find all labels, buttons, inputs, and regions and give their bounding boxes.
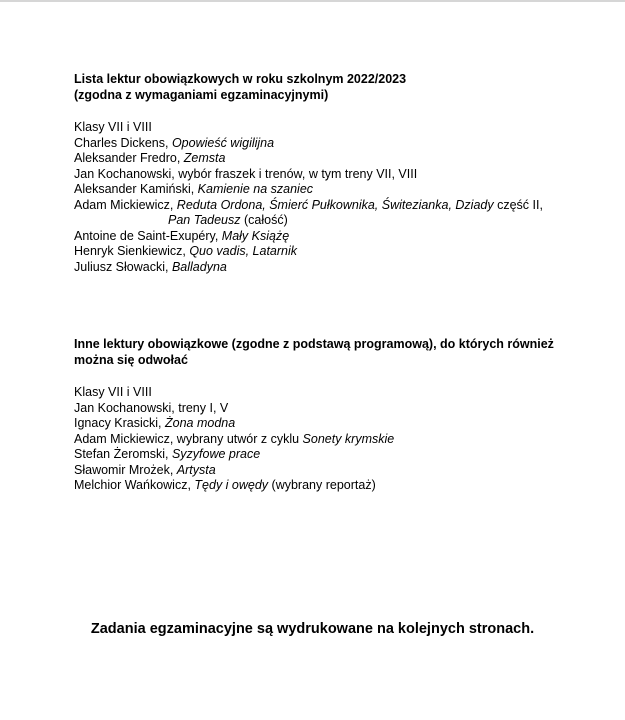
section2-title-line1: Inne lektury obowiązkowe (zgodne z podstawą programową), do których również	[74, 337, 554, 351]
section2-grade: Klasy VII i VIII	[74, 385, 152, 399]
section1-title-line1: Lista lektur obowiązkowych w roku szkolnym 2022/2023	[74, 72, 407, 86]
document-body	[74, 72, 594, 494]
list-item-continuation: Pan Tadeusz (całość)	[168, 213, 288, 227]
list-item: Melchior Wańkowicz, Tędy i owędy (wybrany reportaż)	[74, 478, 376, 492]
section1-list	[74, 120, 594, 275]
list-item: Aleksander Fredro, Zemsta	[74, 151, 226, 165]
list-item: Charles Dickens, Opowieść wigilijna	[74, 135, 275, 150]
list-item: Henryk Sienkiewicz, Quo vadis, Latarnik	[74, 244, 298, 258]
list-item: Aleksander Kamiński, Kamienie na szaniec	[74, 182, 314, 196]
list-item: Antoine de Saint-Exupéry, Mały Książę	[74, 228, 290, 243]
list-item: Jan Kochanowski, wybór fraszek i trenów, w tym treny VII, VIII	[74, 166, 418, 181]
page-top-border	[0, 0, 625, 2]
list-item: Stefan Żeromski, Syzyfowe prace	[74, 447, 261, 461]
list-item: Ignacy Krasicki, Żona modna	[74, 416, 236, 430]
footer-note: Zadania egzaminacyjne są wydrukowane na kolejnych stronach.	[90, 621, 535, 637]
list-item: Jan Kochanowski, treny I, V	[74, 400, 229, 415]
section1-title-line2: (zgodna z wymaganiami egzaminacyjnymi)	[74, 87, 329, 102]
list-item: Adam Mickiewicz, wybrany utwór z cyklu Sonety krymskie	[74, 431, 395, 446]
list-item: Juliusz Słowacki, Balladyna	[74, 259, 227, 274]
list-item: Adam Mickiewicz, Reduta Ordona, Śmierć Pułkownika, Świtezianka, Dziady część II,	[74, 197, 543, 212]
section2-heading	[74, 337, 594, 368]
section2-title-line2: można się odwołać	[74, 352, 188, 367]
section1-grade: Klasy VII i VIII	[74, 120, 152, 134]
section1-heading	[74, 72, 594, 103]
list-item: Sławomir Mrożek, Artysta	[74, 462, 216, 477]
section2-list	[74, 385, 594, 494]
